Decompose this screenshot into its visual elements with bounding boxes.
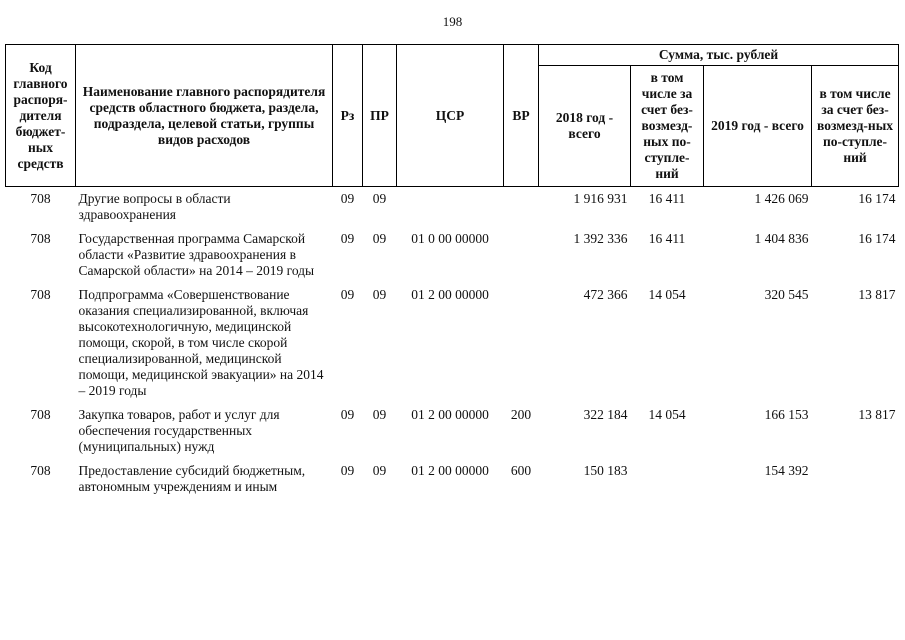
cell-rz: 09 [340,463,355,478]
cell-2019-gratuitous: 13 817 [858,287,896,302]
cell-csr: 01 0 00 00000 [411,231,489,246]
cell-2019-gratuitous: 13 817 [858,407,896,422]
cell-name: Другие вопросы в области здравоохранения [78,191,231,222]
cell-2018-total: 322 184 [583,407,628,422]
cell-2019-gratuitous: 16 174 [858,231,896,246]
cell-pr: 09 [372,287,387,302]
cell-2018-total: 1 392 336 [573,231,628,246]
cell-pr: 09 [372,463,387,478]
cell-vr [504,187,539,228]
header-2018-total: 2018 год - всего [539,66,631,187]
cell-2018-total: 472 366 [583,287,628,302]
cell-2019-total: 1 426 069 [754,191,809,206]
header-vr: ВР [504,45,539,187]
cell-2019-total: 154 392 [764,463,809,478]
header-rz: Рз [333,45,363,187]
cell-2018-gratuitous: 16 411 [648,191,686,206]
cell-name: Государственная программа Самарской области «Развитие здравоохранения в Самарской области» на 2014 – 2019 годы [78,231,315,278]
header-2019-total: 2019 год - всего [704,66,812,187]
cell-code: 708 [30,287,51,302]
cell-code: 708 [30,191,51,206]
cell-rz: 09 [340,191,355,206]
table-row [6,403,899,459]
cell-2019-gratuitous [812,459,899,499]
cell-csr: 01 2 00 00000 [411,407,489,422]
table-row [6,187,899,228]
cell-csr: 01 2 00 00000 [411,287,489,302]
cell-name: Подпрограмма «Совершенствование оказания специализированной, включая высокотехнологичную, медицинской помощи, скорой, в том числе скорой специализированной, медицинской помощи, медицинской эвакуации» на 2014 – 2019 годы [78,287,324,398]
cell-2018-gratuitous: 14 054 [648,287,686,302]
header-sum: Сумма, тыс. рублей [539,45,899,66]
page-number: 198 [442,14,463,29]
cell-vr [504,227,539,283]
cell-pr: 09 [372,407,387,422]
table-row [6,283,899,403]
cell-rz: 09 [340,407,355,422]
cell-2018-total: 1 916 931 [573,191,628,206]
table-body [6,187,899,500]
cell-csr [397,187,504,228]
cell-2019-total: 320 545 [764,287,809,302]
header-2018-gratuitous: в том числе за счет без-возмезд-ных по-ступле-ний [631,66,704,187]
cell-pr: 09 [372,231,387,246]
cell-2019-total: 1 404 836 [754,231,809,246]
cell-vr [504,283,539,403]
cell-csr: 01 2 00 00000 [411,463,489,478]
cell-code: 708 [30,463,51,478]
header-code: Код главного распоря-дителя бюджет-ных средств [6,45,76,187]
cell-pr: 09 [372,191,387,206]
cell-vr: 600 [510,463,532,478]
cell-vr: 200 [510,407,532,422]
cell-code: 708 [30,231,51,246]
cell-rz: 09 [340,287,355,302]
cell-2019-total: 166 153 [764,407,809,422]
header-csr: ЦСР [397,45,504,187]
header-pr: ПР [363,45,397,187]
cell-2018-gratuitous: 14 054 [648,407,686,422]
cell-rz: 09 [340,231,355,246]
header-name: Наименование главного распорядителя средств областного бюджета, раздела, подраздела, целевой статьи, группы видов расходов [76,45,333,187]
budget-table [5,44,899,499]
cell-2018-gratuitous: 16 411 [648,231,686,246]
header-2019-gratuitous: в том числе за счет без-возмезд-ных по-ступле-ний [812,66,899,187]
cell-2018-total: 150 183 [583,463,628,478]
table-header [6,45,899,187]
cell-2018-gratuitous [631,459,704,499]
cell-name: Закупка товаров, работ и услуг для обеспечения государственных (муниципальных) нужд [78,407,280,454]
table-row [6,459,899,499]
cell-code: 708 [30,407,51,422]
cell-name: Предоставление субсидий бюджетным, автономным учреждениям и иным [78,463,306,494]
cell-2019-gratuitous: 16 174 [858,191,896,206]
table-row [6,227,899,283]
